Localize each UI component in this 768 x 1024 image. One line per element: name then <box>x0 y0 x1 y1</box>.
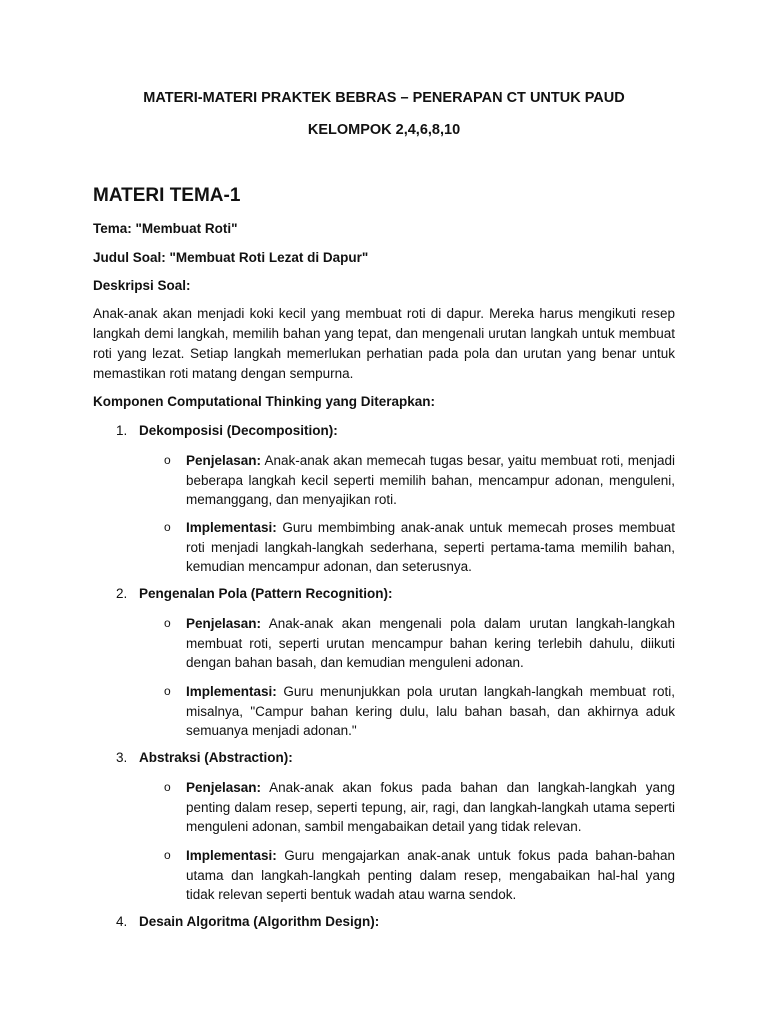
document-title: MATERI-MATERI PRAKTEK BEBRAS – PENERAPAN CT UNTUK PAUD <box>143 90 625 106</box>
bullet-icon: o <box>164 520 171 534</box>
sub-bullet-label: Implementasi: <box>186 848 277 863</box>
komponen-label: Komponen Computational Thinking yang Diterapkan: <box>93 394 436 409</box>
deskripsi-label: Deskripsi Soal: <box>93 278 191 293</box>
bullet-icon: o <box>164 780 171 794</box>
list-heading-text: Pengenalan Pola (Pattern Recognition): <box>139 586 393 601</box>
sub-bullet-text: Anak-anak akan mengenali pola dalam urutan langkah-langkah membuat roti, seperti urutan mencampur bahan kering terlebih dahulu, diikuti dengan bahan basah, dan kemudian menguleni adonan. <box>186 616 675 670</box>
sub-bullet-label: Penjelasan: <box>186 780 262 795</box>
document-subtitle: KELOMPOK 2,4,6,8,10 <box>307 122 461 138</box>
bullet-icon: o <box>164 684 171 698</box>
list-item-heading <box>116 423 338 438</box>
sub-bullet-label: Implementasi: <box>186 684 277 699</box>
sub-bullet <box>164 682 675 741</box>
sub-bullet-text: Guru menunjukkan pola urutan langkah-langkah membuat roti, misalnya, "Campur bahan kering dulu, lalu bahan basah, dan akhirnya aduk semuanya menjadi adonan." <box>186 684 675 738</box>
tema-line: Tema: "Membuat Roti" <box>93 221 238 236</box>
sub-bullet <box>164 778 675 837</box>
list-item-heading <box>116 586 393 601</box>
list-number: 3. <box>116 750 128 765</box>
bullet-icon: o <box>164 453 171 467</box>
sub-bullet-label: Implementasi: <box>186 520 277 535</box>
list-item-heading <box>116 914 379 929</box>
judul-line: Judul Soal: "Membuat Roti Lezat di Dapur" <box>93 250 369 265</box>
sub-bullet-text: Guru mengajarkan anak-anak untuk fokus pada bahan-bahan utama dan langkah-langkah penting dalam resep, mengabaikan hal-hal yang tidak relevan seperti bentuk wadah atau warna sendok. <box>186 848 675 902</box>
section-heading: MATERI TEMA-1 <box>93 185 241 206</box>
sub-bullet-text: Guru membimbing anak-anak untuk memecah proses membuat roti menjadi langkah-langkah sederhana, seperti pertama-tama memilih bahan, kemudian mencampur adonan, dan seterusnya. <box>186 520 675 574</box>
sub-bullet <box>164 518 675 577</box>
list-number: 1. <box>116 423 128 438</box>
sub-bullet-text: Anak-anak akan fokus pada bahan dan langkah-langkah yang penting dalam resep, seperti tepung, air, ragi, dan langkah-langkah utama seperti menguleni adonan, sambil mengabaikan detail yang tidak relevan. <box>186 780 675 834</box>
list-number: 2. <box>116 586 128 601</box>
bullet-icon: o <box>164 616 171 630</box>
list-number: 4. <box>116 914 128 929</box>
sub-bullet-label: Penjelasan: <box>186 453 262 468</box>
list-heading-text: Abstraksi (Abstraction): <box>139 750 293 765</box>
sub-bullet <box>164 846 675 905</box>
list-heading-text: Dekomposisi (Decomposition): <box>139 423 338 438</box>
sub-bullet <box>164 451 676 510</box>
sub-bullet <box>164 614 675 673</box>
sub-bullet-text: Anak-anak akan memecah tugas besar, yaitu membuat roti, menjadi beberapa langkah kecil seperti memilih bahan, mencampur adonan, menguleni, memanggang, dan menyajikan roti. <box>186 453 676 507</box>
list-item-heading <box>116 750 293 765</box>
sub-bullet-label: Penjelasan: <box>186 616 262 631</box>
list-heading-text: Desain Algoritma (Algorithm Design): <box>139 914 380 929</box>
bullet-icon: o <box>164 848 171 862</box>
deskripsi-paragraph: Anak-anak akan menjadi koki kecil yang membuat roti di dapur. Mereka harus mengikuti resep langkah demi langkah, memilih bahan yang tepat, dan mengenali urutan langkah untuk membuat roti yang lezat. Setiap langkah memerlukan perhatian pada pola dan urutan yang benar untuk memastikan roti matang dengan sempurna. <box>93 306 675 381</box>
